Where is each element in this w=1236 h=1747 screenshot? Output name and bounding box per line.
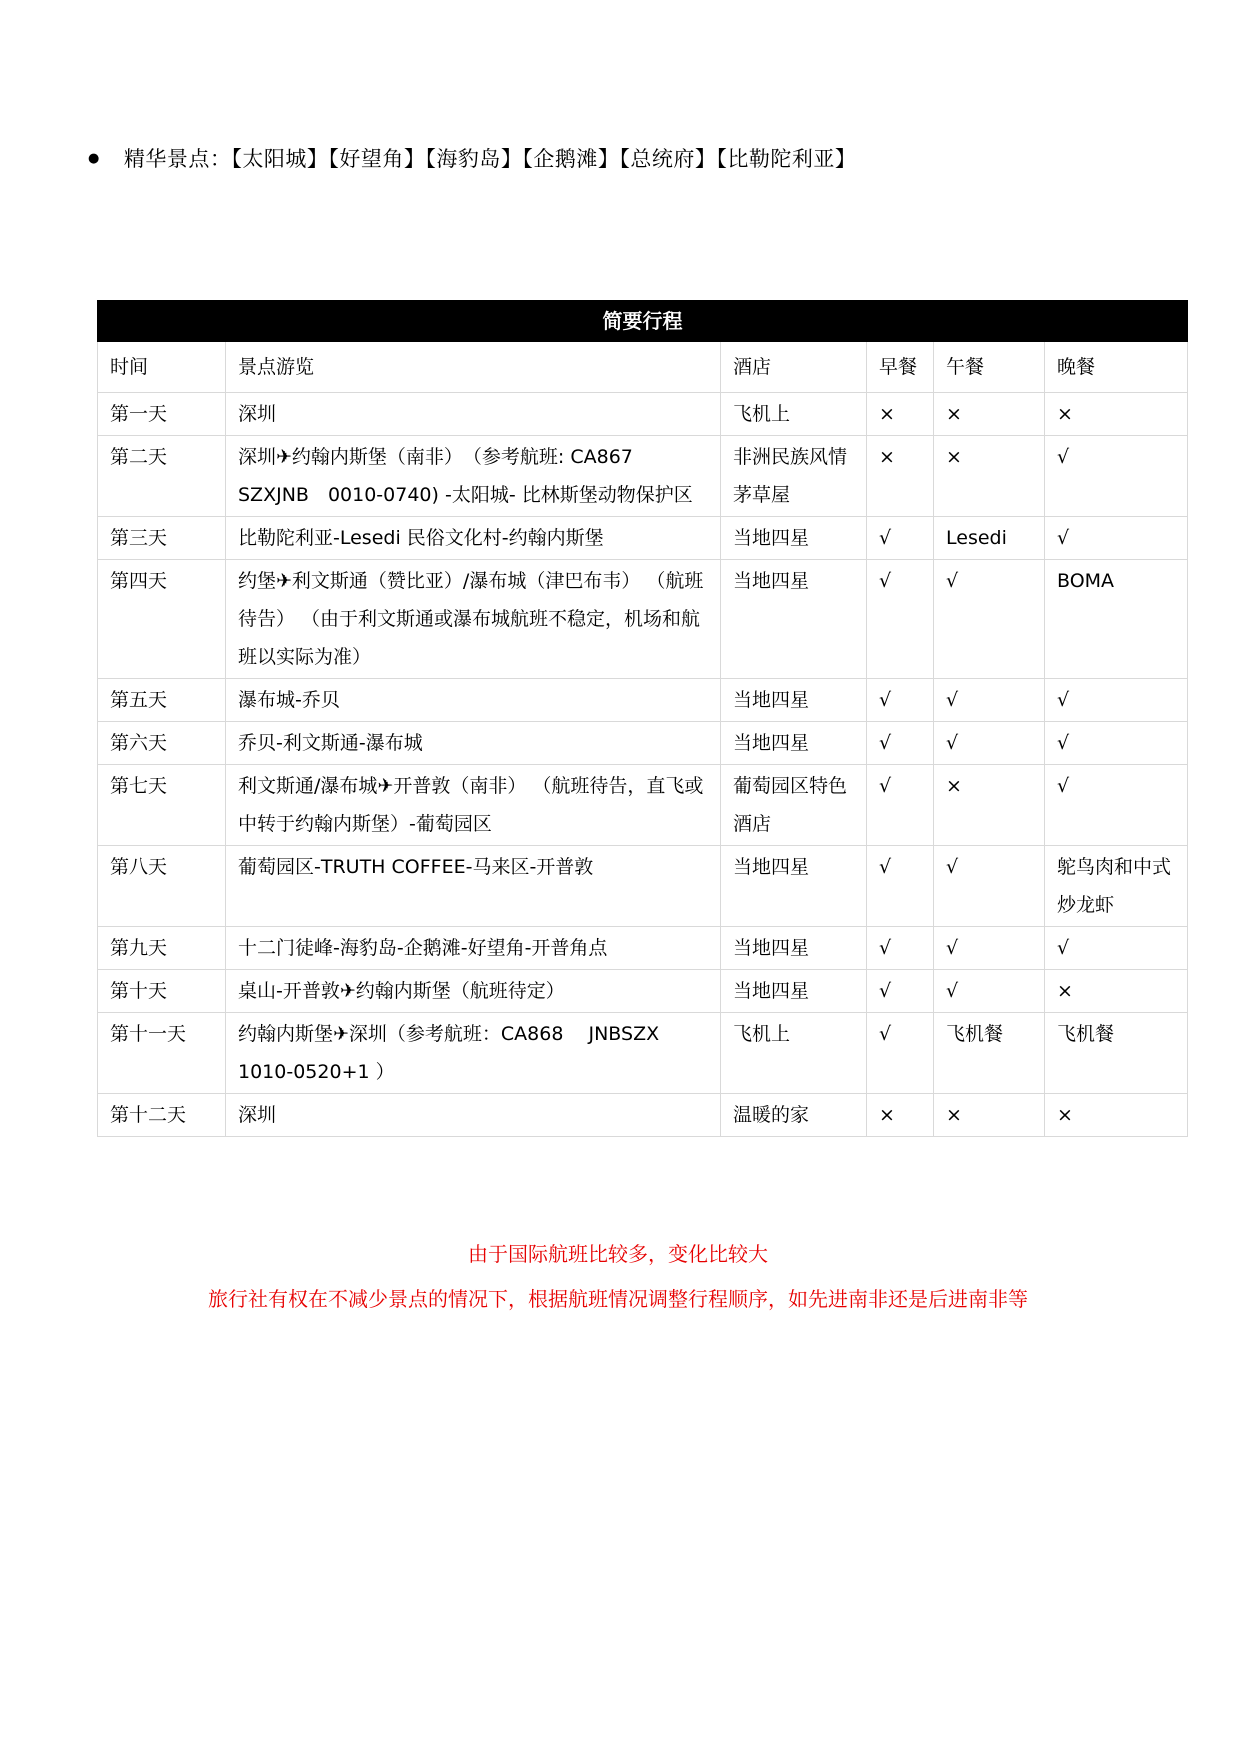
hotel-cell: 当地四星 (721, 970, 867, 1013)
dinner-cell: √ (1045, 722, 1188, 765)
table-row (98, 517, 1188, 560)
dinner-cell: × (1045, 1094, 1188, 1137)
table-title: 简要行程 (98, 301, 1188, 342)
lunch-cell: Lesedi (934, 517, 1045, 560)
lunch-cell: √ (934, 927, 1045, 970)
itinerary-cell: 深圳 (226, 1094, 721, 1137)
notice-line-2: 旅行社有权在不减少景点的情况下，根据航班情况调整行程顺序，如先进南非还是后进南非等 (208, 1287, 1028, 1311)
table-row (98, 393, 1188, 436)
itinerary-table (97, 300, 1188, 1137)
itinerary-cell: 葡萄园区-TRUTH COFFEE-马来区-开普敦 (226, 846, 721, 927)
day-cell: 第一天 (98, 393, 226, 436)
breakfast-cell: √ (867, 846, 934, 927)
dinner-cell: √ (1045, 517, 1188, 560)
hotel-cell: 当地四星 (721, 679, 867, 722)
itinerary-cell: 深圳✈约翰内斯堡（南非） （参考航班: CA867 SZXJNB 0010-0740) -太阳城- 比林斯堡动物保护区 (226, 436, 721, 517)
dinner-cell: × (1045, 393, 1188, 436)
breakfast-cell: √ (867, 1013, 934, 1094)
lunch-cell: √ (934, 970, 1045, 1013)
col-header-breakfast: 早餐 (867, 342, 934, 393)
day-cell: 第十二天 (98, 1094, 226, 1137)
hotel-cell: 当地四星 (721, 846, 867, 927)
dinner-cell: × (1045, 970, 1188, 1013)
itinerary-cell: 比勒陀利亚-Lesedi 民俗文化村-约翰内斯堡 (226, 517, 721, 560)
bullet-icon: ● (88, 150, 100, 166)
day-cell: 第五天 (98, 679, 226, 722)
breakfast-cell: √ (867, 679, 934, 722)
table-row (98, 970, 1188, 1013)
col-header-hotel: 酒店 (721, 342, 867, 393)
hotel-cell: 飞机上 (721, 393, 867, 436)
dinner-cell: 飞机餐 (1045, 1013, 1188, 1094)
day-cell: 第七天 (98, 765, 226, 846)
hotel-cell: 当地四星 (721, 560, 867, 679)
hotel-cell: 当地四星 (721, 927, 867, 970)
notice-line-1: 由于国际航班比较多，变化比较大 (468, 1242, 768, 1266)
itinerary-cell: 约堡✈利文斯通（赞比亚）/瀑布城（津巴布韦） （航班待告） （由于利文斯通或瀑布城航班不稳定，机场和航班以实际为准） (226, 560, 721, 679)
col-header-sights: 景点游览 (226, 342, 721, 393)
day-cell: 第十一天 (98, 1013, 226, 1094)
table-row (98, 846, 1188, 927)
dinner-cell: √ (1045, 679, 1188, 722)
breakfast-cell: × (867, 1094, 934, 1137)
itinerary-cell: 十二门徒峰-海豹岛-企鹅滩-好望角-开普角点 (226, 927, 721, 970)
dinner-cell: √ (1045, 436, 1188, 517)
highlights-text: 精华景点：【太阳城】【好望角】【海豹岛】【企鹅滩】【总统府】【比勒陀利亚】 (123, 147, 857, 171)
day-cell: 第九天 (98, 927, 226, 970)
itinerary-cell: 桌山-开普敦✈约翰内斯堡（航班待定） (226, 970, 721, 1013)
lunch-cell: 飞机餐 (934, 1013, 1045, 1094)
breakfast-cell: × (867, 436, 934, 517)
itinerary-cell: 深圳 (226, 393, 721, 436)
breakfast-cell: √ (867, 517, 934, 560)
breakfast-cell: √ (867, 560, 934, 679)
table-row (98, 1094, 1188, 1137)
breakfast-cell: √ (867, 970, 934, 1013)
day-cell: 第六天 (98, 722, 226, 765)
breakfast-cell: √ (867, 765, 934, 846)
dinner-cell: BOMA (1045, 560, 1188, 679)
hotel-cell: 温暖的家 (721, 1094, 867, 1137)
lunch-cell: × (934, 1094, 1045, 1137)
hotel-cell: 飞机上 (721, 1013, 867, 1094)
lunch-cell: √ (934, 679, 1045, 722)
table-title-row (98, 301, 1188, 342)
lunch-cell: √ (934, 722, 1045, 765)
day-cell: 第三天 (98, 517, 226, 560)
lunch-cell: × (934, 765, 1045, 846)
table-row (98, 927, 1188, 970)
table-row (98, 436, 1188, 517)
table-row (98, 1013, 1188, 1094)
itinerary-cell: 乔贝-利文斯通-瀑布城 (226, 722, 721, 765)
itinerary-cell: 利文斯通/瀑布城✈开普敦（南非） （航班待告，直飞或中转于约翰内斯堡）-葡萄园区 (226, 765, 721, 846)
itinerary-cell: 约翰内斯堡✈深圳（参考航班：CA868 JNBSZX 1010-0520+1 ） (226, 1013, 721, 1094)
itinerary-cell: 瀑布城-乔贝 (226, 679, 721, 722)
lunch-cell: × (934, 393, 1045, 436)
flight-change-notice (0, 1232, 1236, 1322)
breakfast-cell: √ (867, 722, 934, 765)
breakfast-cell: √ (867, 927, 934, 970)
col-header-dinner: 晚餐 (1045, 342, 1188, 393)
table-row (98, 679, 1188, 722)
table-row (98, 765, 1188, 846)
lunch-cell: √ (934, 846, 1045, 927)
col-header-time: 时间 (98, 342, 226, 393)
dinner-cell: √ (1045, 927, 1188, 970)
table-row (98, 560, 1188, 679)
day-cell: 第四天 (98, 560, 226, 679)
breakfast-cell: × (867, 393, 934, 436)
col-header-lunch: 午餐 (934, 342, 1045, 393)
day-cell: 第八天 (98, 846, 226, 927)
highlights-line (88, 143, 856, 173)
lunch-cell: √ (934, 560, 1045, 679)
hotel-cell: 当地四星 (721, 722, 867, 765)
day-cell: 第二天 (98, 436, 226, 517)
table-row (98, 722, 1188, 765)
table-header-row (98, 342, 1188, 393)
hotel-cell: 葡萄园区特色酒店 (721, 765, 867, 846)
lunch-cell: × (934, 436, 1045, 517)
hotel-cell: 非洲民族风情茅草屋 (721, 436, 867, 517)
dinner-cell: √ (1045, 765, 1188, 846)
dinner-cell: 鸵鸟肉和中式炒龙虾 (1045, 846, 1188, 927)
hotel-cell: 当地四星 (721, 517, 867, 560)
day-cell: 第十天 (98, 970, 226, 1013)
